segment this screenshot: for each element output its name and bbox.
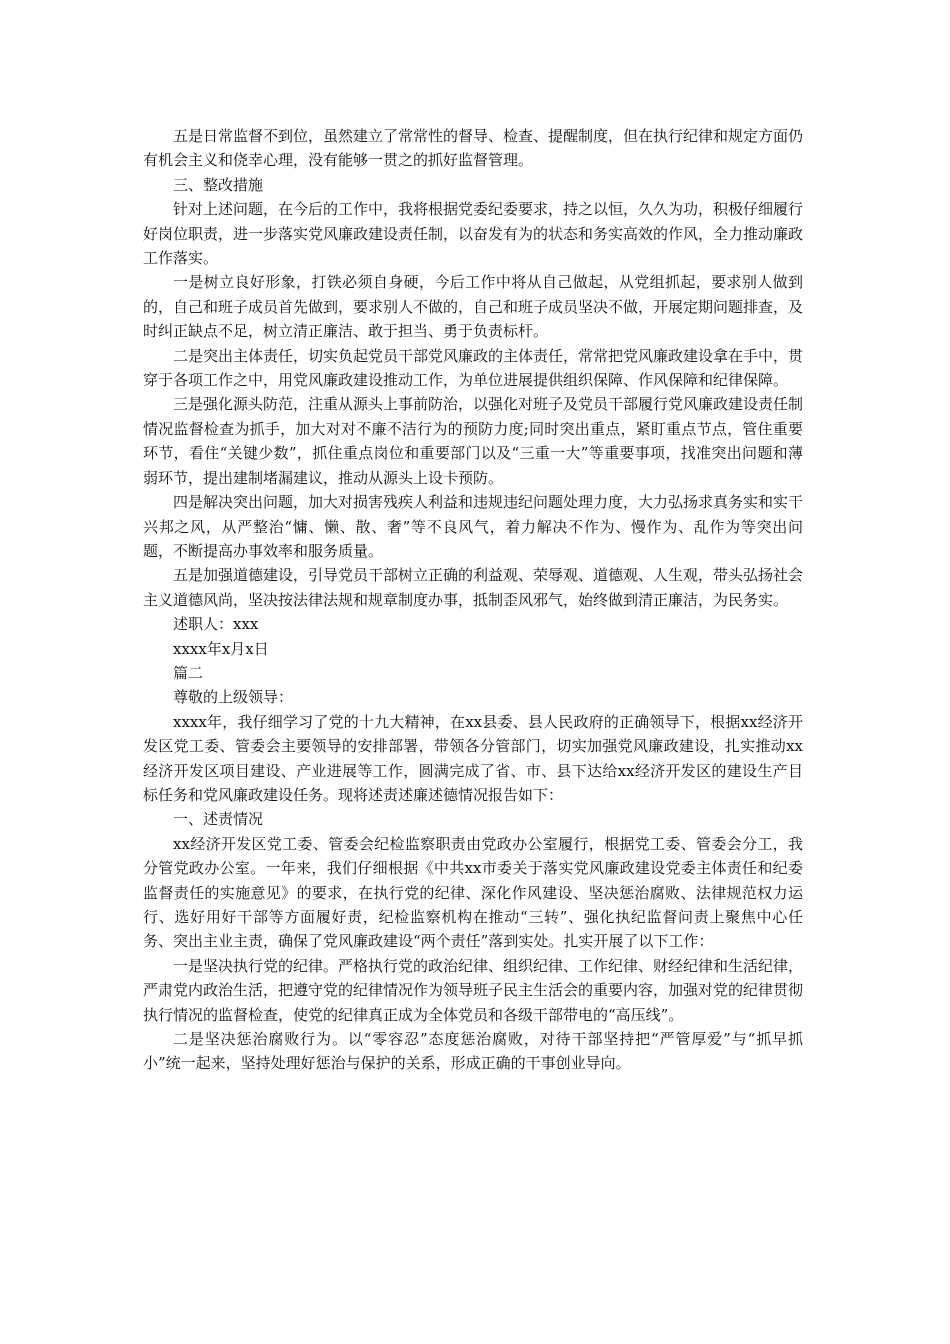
paragraph-supervision-gap: 五是日常监督不到位，虽然建立了常常性的督导、检查、提醒制度，但在执行纪律和规定方面仍有机会主义和侥幸心理，没有能够一贯之的抓好监督管理。 (143, 127, 804, 170)
paragraph-report-intro: xxxx年，我仔细学习了党的十九大精神，在xx县委、县人民政府的正确领导下，根据xx经济开发区党工委、管委会主要领导的安排部署，带领各分管部门，切实加强党风廉政建设，扎实推动xx经济开发区项目建设、产业进展等工作，圆满完成了省、市、县下达给xx经济开发区的建设生产目标任务和党风廉政建设任务。现将述责述廉述德情况报告如下： (143, 712, 803, 804)
section-title-part-two: 篇二 (173, 663, 204, 682)
paragraph-measure-3: 三是强化源头防范，注重从源头上事前防治，以强化对班子及党员干部履行党风廉政建设责任制情况监督检查为抓手，加大对对不廉不洁行为的预防力度;同时突出重点，紧盯重点节点，管住重要环节，看住“关键少数”，抓住重点岗位和重要部门以及“三重一大”等重要事项，找准突出问题和薄弱环节，提出建制堵漏建议，推动从源头上设卡预防。 (143, 395, 804, 487)
paragraph-measure-4: 四是解决突出问题，加大对损害残疾人利益和违规违纪问题处理力度，大力弘扬求真务实和实干兴邦之风，从严整治“慵、懒、散、奢”等不良风气，着力解决不作为、慢作为、乱作为等突出问题，不断提高办事效率和服务质量。 (143, 493, 804, 560)
heading-duty-report: 一、述责情况 (173, 810, 264, 829)
document-page (143, 124, 803, 1076)
reporter-line: 述职人：xxx (173, 615, 259, 634)
salutation: 尊敬的上级领导： (173, 688, 294, 707)
paragraph-measure-2: 二是突出主体责任，切实负起党员干部党风廉政的主体责任，常常把党风廉政建设拿在手中，贯穿于各项工作之中，用党风廉政建设推动工作，为单位进展提供组织保障、作风保障和纪律保障。 (143, 346, 804, 390)
date-line: xxxx年x月x日 (173, 639, 269, 658)
paragraph-measure-5: 五是加强道德建设，引导党员干部树立正确的利益观、荣辱观、道德观、人生观，带头弘扬社会主义道德风尚，坚决按法律法规和规章制度办事，抵制歪风邪气，始终做到清正廉洁，为民务实。 (143, 566, 804, 609)
paragraph-intro-measures: 针对上述问题，在今后的工作中，我将根据党委纪委要求，持之以恒，久久为功，积极仔细履行好岗位职责，进一步落实党风廉政建设责任制，以奋发有为的状态和务实高效的作风，全力推动廉政工作落实。 (143, 200, 804, 268)
heading-rectification-measures: 三、整改措施 (173, 175, 264, 194)
paragraph-work-2: 二是坚决惩治腐败行为。以“零容忍”态度惩治腐败，对待干部坚持把“严管厚爱”与“抓早抓小”统一起来，坚持处理好惩治与保护的关系，形成正确的干事创业导向。 (143, 1030, 803, 1073)
paragraph-work-1: 一是坚决执行党的纪律。严格执行党的政治纪律、组织纪律、工作纪律、财经纪律和生活纪律，严肃党内政治生活，把遵守党的纪律情况作为领导班子民主生活会的重要内容，加强对党的纪律贯彻执行情况的监督检查，使党的纪律真正成为全体党员和各级干部带电的“高压线”。 (143, 956, 804, 1024)
paragraph-duty-details: xx经济开发区党工委、管委会纪检监察职责由党政办公室履行，根据党工委、管委会分工，我分管党政办公室。一年来，我们仔细根据《中共xx市委关于落实党风廉政建设党委主体责任和纪委监督责任的实施意见》的要求，在执行党的纪律、深化作风建设、坚决惩治腐败、法律规范权力运行、选好用好干部等方面履好责，纪检监察机构在推动“三转”、强化执纪监督问责上聚焦中心任务、突出主业主责，确保了党风廉政建设“两个责任”落到实处。扎实开展了以下工作： (143, 834, 803, 951)
paragraph-measure-1: 一是树立良好形象，打铁必须自身硬，今后工作中将从自己做起，从党组抓起，要求别人做到的，自己和班子成员首先做到，要求别人不做的，自己和班子成员坚决不做，开展定期问题排查，及时纠正缺点不足，树立清正廉洁、敢于担当、勇于负责标杆。 (143, 273, 804, 341)
